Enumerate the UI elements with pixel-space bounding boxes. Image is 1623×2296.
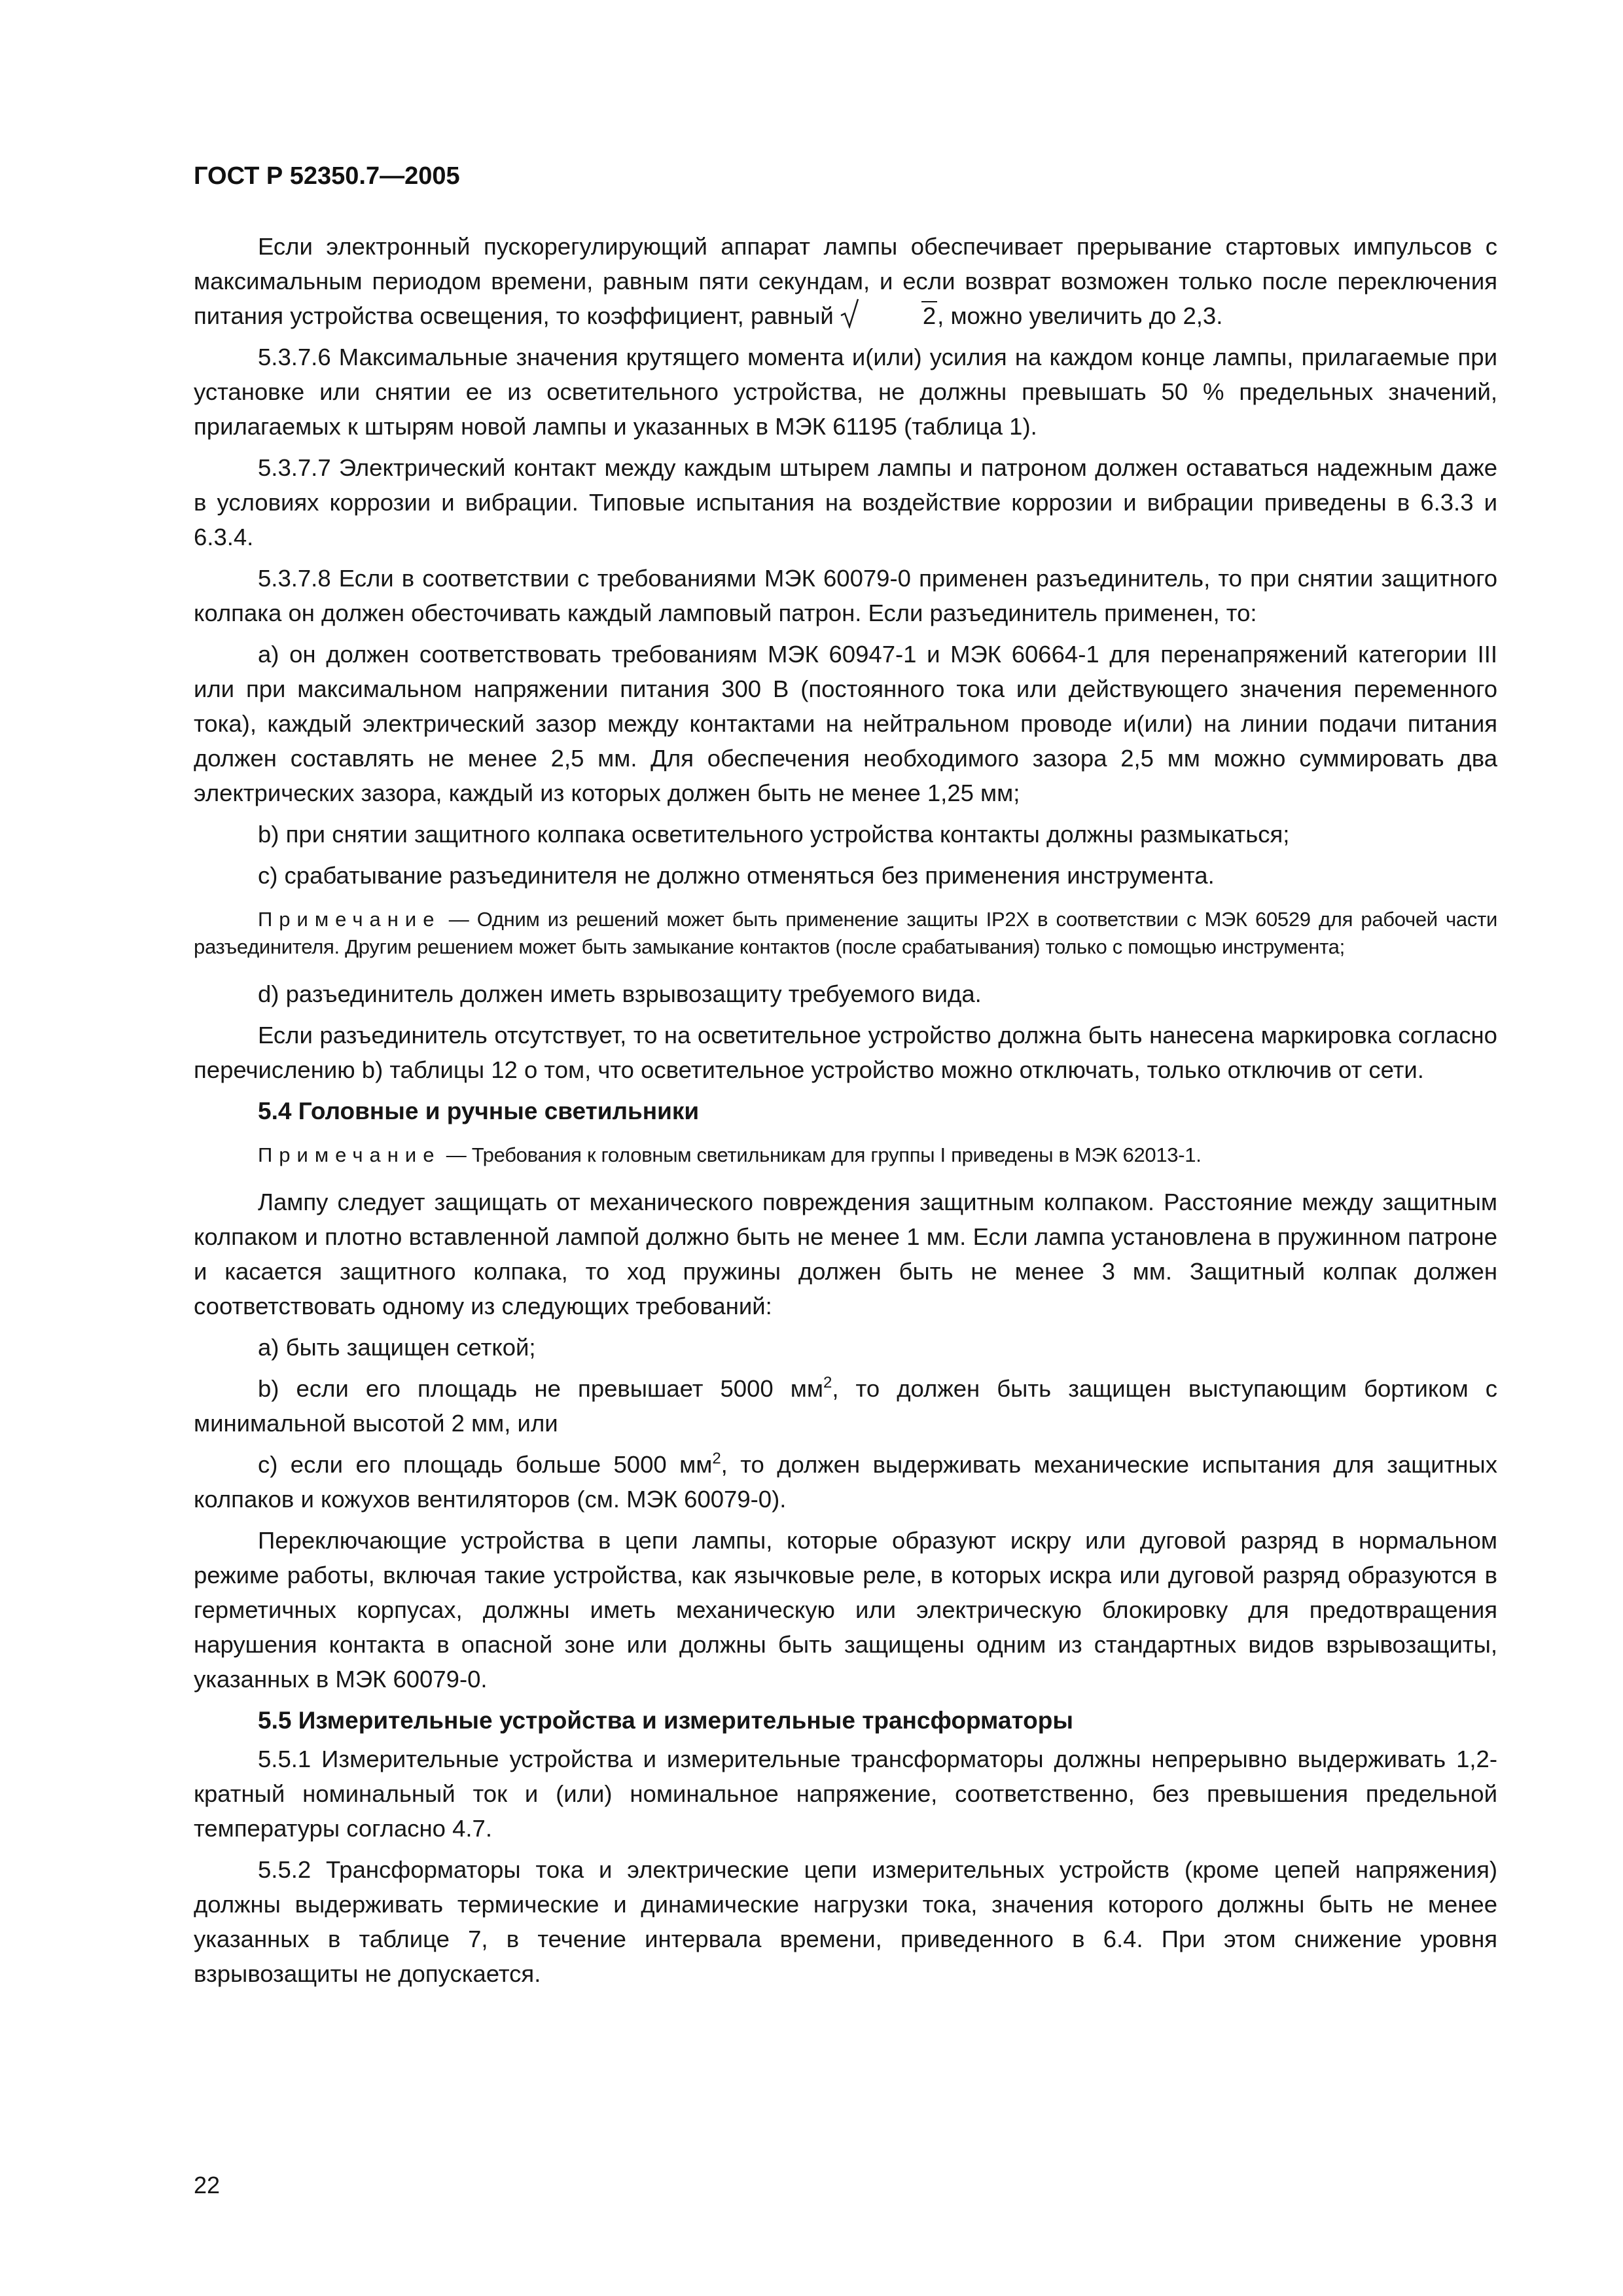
page-number: 22 — [194, 2172, 221, 2198]
list-item-b-guard-tail: , то должен быть защищен выступающим бортиком с минимальной высотой 2 мм, или — [194, 1375, 1498, 1437]
list-item-a-disconnector: а) он должен соответствовать требованиям МЭК 60947-1 и МЭК 60664-1 для перенапряжений категории III или при максимальном напряжении питания 300 В (постоянного тока или действующего значения переменного тока), каждый электрический зазор между контактами на нейтральном проводе и(или) на линии подачи питания должен составлять не менее 2,5 мм. Для обеспечения необходимого зазора 2,5 мм можно суммировать два электрических зазора, каждый из которых должен быть не менее 1,25 мм; — [194, 641, 1497, 806]
superscript-2: 2 — [823, 1374, 832, 1391]
note-label: Примечание — [258, 908, 441, 931]
paragraph-switching-devices: Переключающие устройства в цепи лампы, которые образуют искру или дуговой разряд в нормальном режиме работы, включая такие устройства, как язычковые реле, в которых искра или дуговой разряд образуются в герметичных корпусах, должны иметь механическую или электрическую блокировку для предотвращения нарушения контакта в опасной зоне или должны быть защищены одним из стандартных видов взрывозащиты, указанных в МЭК 60079-0. — [194, 1527, 1497, 1693]
paragraph-no-disconnector: Если разъединитель отсутствует, то на осветительное устройство должна быть нанесена маркировка согласно перечислению b) таблицы 12 о том, что осветительное устройство можно отключать, только отключив от сети. — [194, 1022, 1497, 1083]
list-item-c-guard — [194, 1447, 1497, 1516]
radical-sign — [840, 295, 859, 329]
clause-5-3-7-7: 5.3.7.7 Электрический контакт между каждым штырем лампы и патроном должен оставаться надежным даже в условиях коррозии и вибрации. Типовые испытания на воздействие коррозии и вибрации приведены в 6.3.3 и 6.3.4. — [194, 454, 1497, 550]
clause-5-3-7-8: 5.3.7.8 Если в соответствии с требованиями МЭК 60079-0 применен разъединитель, то при снятии защитного колпака он должен обесточивать каждый ламповый патрон. Если разъединитель применен, то: — [194, 565, 1497, 626]
note-label: Примечание — [258, 1143, 441, 1166]
clause-5-5-2: 5.5.2 Трансформаторы тока и электрические цепи измерительных устройств (кроме цепей напряжения) должны выдерживать термические и динамические нагрузки тока, значения которого должны быть не менее указанных в таблице 7, в течение интервала времени, приведенного в 6.4. При этом снижение уровня взрывозащиты не допускается. — [194, 1856, 1497, 1987]
list-item-c-guard-text: с) если его площадь больше 5000 мм — [258, 1451, 713, 1478]
superscript-2: 2 — [712, 1450, 721, 1467]
paragraph-lamp-protection: Лампу следует защищать от механического повреждения защитным колпаком. Расстояние между защитным колпаком и плотно вставленной лампой должно быть не менее 1 мм. Если лампа установлена в пружинном патроне и касается защитного колпака, то ход пружины должен быть не менее 3 мм. Защитный колпак должен соответствовать одному из следующих требований: — [194, 1189, 1497, 1319]
list-item-b-guard-text: b) если его площадь не превышает 5000 мм — [258, 1375, 823, 1402]
sqrt-radicand: 2 — [922, 302, 936, 329]
note-text: — Одним из решений может быть применение защиты IP2X в соответствии с МЭК 60529 для рабочей части разъединителя. Другим решением может быть замыкание контактов (после срабатывания) только с помощью инструмента; — [194, 908, 1497, 958]
list-item-b-guard — [194, 1371, 1497, 1441]
section-heading-5-5: 5.5 Измерительные устройства и измерительные трансформаторы — [258, 1707, 1073, 1734]
paragraph-ballast-restart — [194, 229, 1497, 333]
page-body — [194, 229, 1497, 1998]
note-head-lamps — [194, 1141, 1497, 1169]
list-item-a-guard: а) быть защищен сеткой; — [258, 1334, 536, 1361]
list-item-c-disconnector: с) срабатывание разъединителя не должно отменяться без применения инструмента. — [258, 862, 1215, 889]
paragraph-ballast-restart-text: Если электронный пускорегулирующий аппарат лампы обеспечивает прерывание стартовых импульсов с максимальным периодом времени, равным пяти секундам, и если возврат возможен только после переключения питания устройства освещения, то коэффициент, равный — [194, 233, 1497, 329]
list-item-d-disconnector: d) разъединитель должен иметь взрывозащиту требуемого вида. — [258, 980, 982, 1007]
note-text: — Требования к головным светильникам для группы I приведены в МЭК 62013-1. — [440, 1143, 1202, 1166]
clause-5-5-1: 5.5.1 Измерительные устройства и измерительные трансформаторы должны непрерывно выдерживать 1,2-кратный номинальный ток и (или) номинальное напряжение, соответственно, без превышения предельной температуры согласно 4.7. — [194, 1746, 1497, 1842]
paragraph-ballast-restart-tail: , можно увеличить до 2,3. — [937, 302, 1223, 329]
list-item-b-disconnector: b) при снятии защитного колпака осветительного устройства контакты должны размыкаться; — [258, 821, 1290, 848]
list-item-c-guard-tail: , то должен выдерживать механические испытания для защитных колпаков и кожухов вентиляторов (см. МЭК 60079-0). — [194, 1451, 1498, 1513]
sqrt-symbol — [840, 298, 937, 333]
note-disconnector — [194, 906, 1497, 961]
clause-5-3-7-6: 5.3.7.6 Максимальные значения крутящего момента и(или) усилия на каждом конце лампы, прилагаемые при установке или снятии ее из осветительного устройства, не должны превышать 50 % предельных значений, прилагаемых к штырям новой лампы и указанных в МЭК 61195 (таблица 1). — [194, 344, 1497, 440]
section-heading-5-4: 5.4 Головные и ручные светильники — [258, 1098, 700, 1124]
standard-header: ГОСТ Р 52350.7—2005 — [194, 162, 460, 190]
